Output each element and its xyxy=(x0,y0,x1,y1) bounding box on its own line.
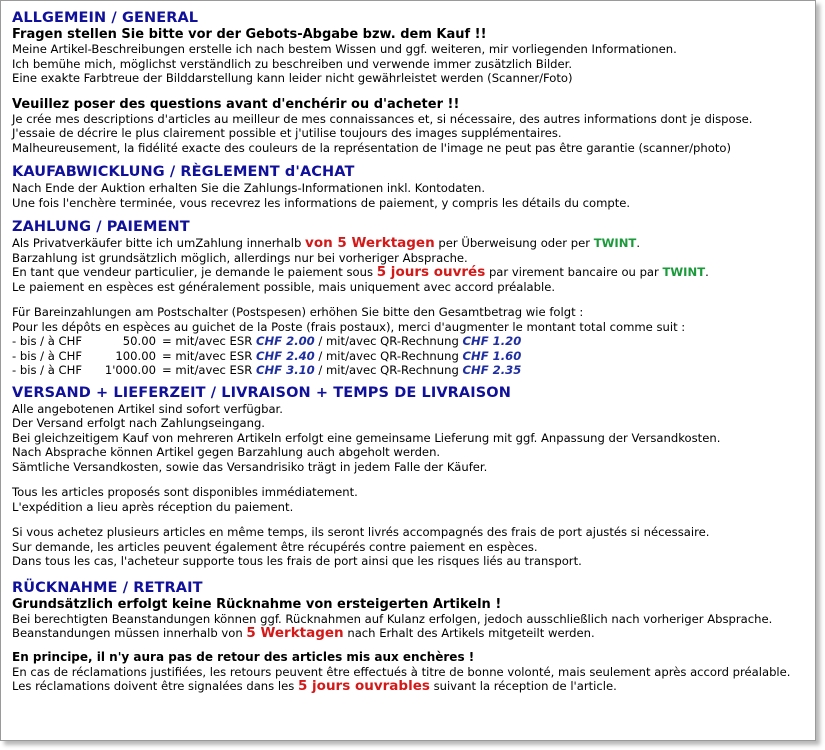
twint-label: TWINT xyxy=(593,236,637,250)
payment-fr-line: En tant que vendeur particulier, je demande le paiement sous 5 jours ouvrés par virement bancaire ou par TWINT. xyxy=(12,264,709,280)
fee-row: - bis / à CHF 1'000.00 = mit/avec ESR CHF 3.10 / mit/avec QR-Rechnung CHF 2.35 xyxy=(12,363,522,377)
fee-amount: 100.00 xyxy=(115,348,156,363)
twint-label: TWINT xyxy=(662,265,706,279)
handling-line: Une fois l'enchère terminée, vous recevrez les informations de paiement, y compris les détails du compte. xyxy=(12,195,631,210)
fee-row: - bis / à CHF 50.00 = mit/avec ESR CHF 2.00 / mit/avec QR-Rechnung CHF 1.20 xyxy=(12,334,522,348)
general-de-line: Eine exakte Farbtreue der Bilddarstellung kann leider nicht gewährleistet werden (Scanner/Foto) xyxy=(12,71,573,85)
general-fr-line: Je crée mes descriptions d'articles au meilleur de mes connaissances et, si nécessaire, des autres informations dont je dispose. xyxy=(12,111,753,126)
fee-amount: 50.00 xyxy=(122,334,156,348)
payment-fr-deadline: 5 jours ouvrés xyxy=(376,264,486,280)
fee-row: - bis / à CHF 100.00 = mit/avec ESR CHF 2.40 / mit/avec QR-Rechnung CHF 1.60 xyxy=(12,348,522,363)
shipping-de-line: Nach Absprache können Artikel gegen Barzahlung auch abgeholt werden. xyxy=(12,445,441,459)
esr-fee: CHF 3.10 xyxy=(255,363,315,377)
qr-fee: CHF 1.20 xyxy=(462,334,522,348)
general-de-line: Ich bemühe mich, möglichst verständlich zu beschreiben und verwende immer zusätzlich Bilder. xyxy=(12,56,573,71)
returns-de-deadline-line: Beanstandungen müssen innerhalb von 5 Werktagen nach Erhalt des Artikels mitgeteilt werden. xyxy=(12,625,595,641)
general-fr-line: Malheureusement, la fidélité exacte des couleurs de la représentation de l'image ne peut pas être garantie (scanner/photo) xyxy=(12,140,731,155)
returns-de-line: Bei berechtigten Beanstandungen können ggf. Rücknahmen auf Kulanz erfolgen, jedoch ausschließlich nach vorheriger Absprache. xyxy=(12,611,773,626)
returns-heading: RÜCKNAHME / RETRAIT xyxy=(12,579,203,596)
payment-de-deadline: von 5 Werktagen xyxy=(305,235,435,251)
payment-heading: ZAHLUNG / PAIEMENT xyxy=(12,219,190,235)
returns-de-subheading: Grundsätzlich erfolgt keine Rücknahme von ersteigerten Artikeln ! xyxy=(12,596,502,612)
general-de-subheading: Fragen stellen Sie bitte vor der Gebots-Abgabe bzw. dem Kauf !! xyxy=(12,27,487,42)
returns-fr-deadline-line: Les réclamations doivent être signalées dans les 5 jours ouvrables suivant la réception de l'article. xyxy=(12,678,617,694)
payment-de-cash: Barzahlung ist grundsätzlich möglich, allerdings nur bei vorheriger Absprache. xyxy=(12,250,468,265)
returns-de-deadline: 5 Werktagen xyxy=(246,625,344,641)
shipping-fr-line: Si vous achetez plusieurs articles en même temps, ils seront livrés accompagnés des frais de port ajustés si nécessaire. xyxy=(12,525,710,539)
shipping-de-line: Alle angebotenen Artikel sind sofort verfügbar. xyxy=(12,401,283,416)
fee-intro-de: Für Bareinzahlungen am Postschalter (Postspesen) erhöhen Sie bitte den Gesamtbetrag wie folgt : xyxy=(12,305,584,319)
shipping-de-line: Der Versand erfolgt nach Zahlungseingang. xyxy=(12,416,265,430)
general-heading: ALLGEMEIN / GENERAL xyxy=(12,10,199,26)
shipping-fr-line: Dans tous les cas, l'acheteur supporte tous les frais de port ainsi que les risques liés au transport. xyxy=(12,554,582,568)
shipping-fr-line: Sur demande, les articles peuvent également être récupérés contre paiement en espèces. xyxy=(12,539,538,554)
shipping-heading: VERSAND + LIEFERZEIT / LIVRAISON + TEMPS DE LIVRAISON xyxy=(12,384,511,401)
qr-fee: CHF 2.35 xyxy=(462,363,522,377)
shipping-fr-line: L'expédition a lieu après réception du paiement. xyxy=(12,499,294,514)
returns-fr-line: En cas de réclamations justifiées, les retours peuvent être effectués à titre de bonne volonté, mais seulement après accord préalable. xyxy=(12,664,791,679)
fee-amount: 1'000.00 xyxy=(104,363,156,377)
handling-heading: KAUFABWICKLUNG / RÈGLEMENT d'ACHAT xyxy=(12,164,355,180)
shipping-de-line: Bei gleichzeitigem Kauf von mehreren Artikeln erfolgt eine gemeinsame Lieferung mit ggf. Anpassung der Versandkosten. xyxy=(12,430,721,445)
general-de-line: Meine Artikel-Beschreibungen erstelle ich nach bestem Wissen und ggf. weiteren, mir vorliegenden Informationen. xyxy=(12,42,677,56)
handling-line: Nach Ende der Auktion erhalten Sie die Zahlungs-Informationen inkl. Kontodaten. xyxy=(12,181,486,195)
shipping-fr-line: Tous les articles proposés sont disponibles immédiatement. xyxy=(12,485,358,499)
returns-fr-deadline: 5 jours ouvrables xyxy=(297,678,430,694)
general-fr-subheading: Veuillez poser des questions avant d'enchérir ou d'acheter !! xyxy=(12,96,460,112)
esr-fee: CHF 2.40 xyxy=(255,348,315,363)
payment-fr-cash: Le paiement en espèces est généralement possible, mais uniquement avec accord préalable. xyxy=(12,279,556,294)
esr-fee: CHF 2.00 xyxy=(255,334,315,348)
returns-fr-subheading: En principe, il n'y aura pas de retour des articles mis aux enchères ! xyxy=(12,649,475,664)
general-fr-line: J'essaie de décrire le plus clairement possible et j'utilise toujours des images supplémentaires. xyxy=(12,126,562,140)
qr-fee: CHF 1.60 xyxy=(462,348,522,363)
payment-de-line: Als Privatverkäufer bitte ich umZahlung innerhalb von 5 Werktagen per Überweisung oder per TWINT. xyxy=(12,235,640,251)
fee-intro-fr: Pour les dépôts en espèces au guichet de la Poste (frais postaux), merci d'augmenter le montant total comme suit : xyxy=(12,319,686,334)
shipping-de-line: Sämtliche Versandkosten, sowie das Versandrisiko trägt in jedem Falle der Käufer. xyxy=(12,459,488,474)
